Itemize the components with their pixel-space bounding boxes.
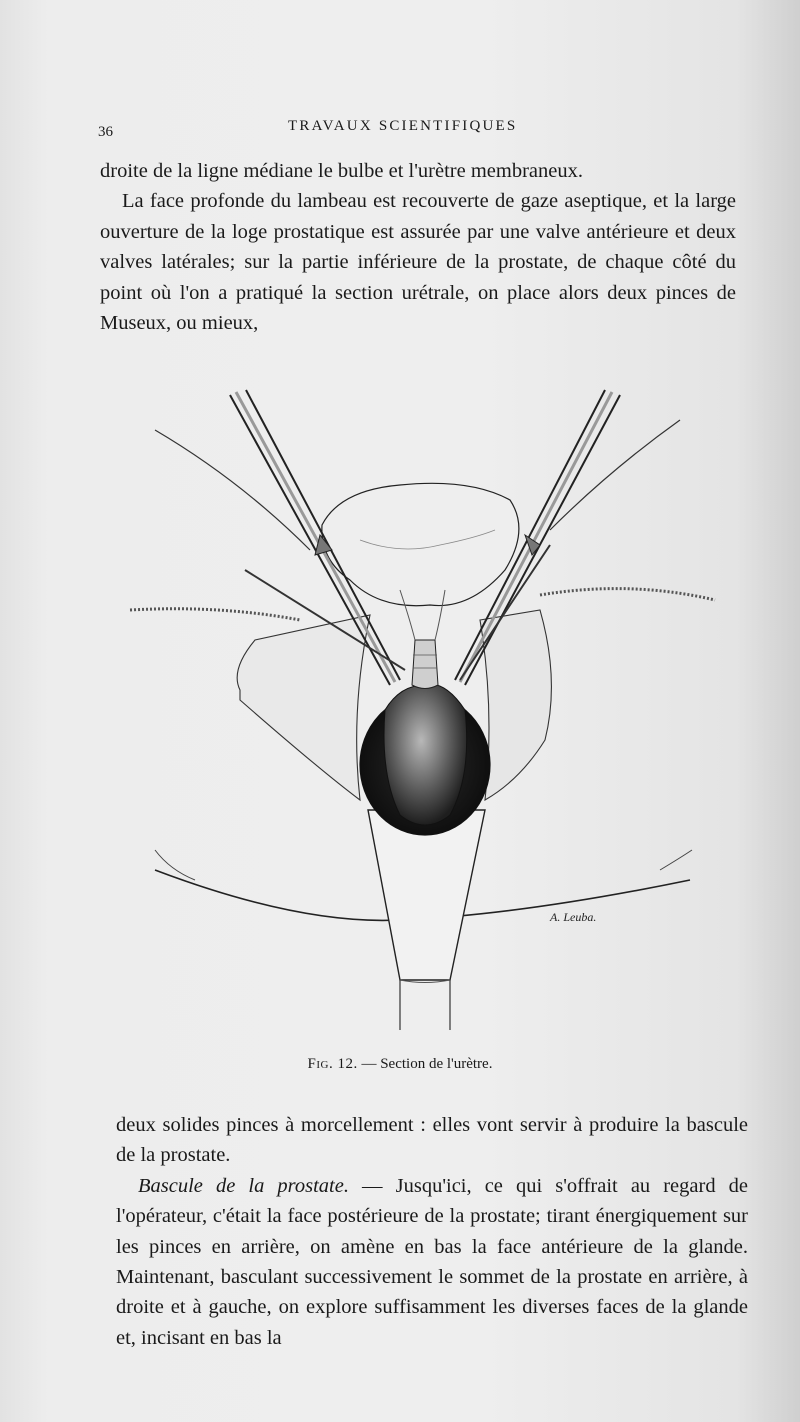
running-head: TRAVAUX SCIENTIFIQUES (288, 118, 518, 134)
artist-signature: A. Leuba. (550, 910, 597, 924)
figure-label: Fig. 12. (307, 1056, 358, 1072)
valve-handle (400, 980, 450, 1030)
figure-caption (0, 1056, 800, 1073)
page-number: 36 (98, 124, 113, 140)
left-retractor (155, 430, 310, 550)
right-thigh-line (660, 850, 692, 870)
paragraph-bascule (116, 1171, 748, 1353)
left-flap (237, 615, 370, 800)
section-heading-bascule: Bascule de la prostate. (138, 1174, 349, 1197)
text-block-bottom (116, 1110, 748, 1353)
page-header (98, 118, 738, 142)
text-block-top (100, 156, 736, 338)
paragraph-forceps: deux solides pinces à morcellement : elles vont servir à produire la bascule de la prostate. (116, 1114, 748, 1167)
surgical-illustration (100, 380, 720, 1040)
left-skin-edge (130, 609, 300, 620)
right-skin-edge (540, 589, 715, 600)
paragraph-bascule-text: — Jusqu'ici, ce qui s'offrait au regard de l'opérateur, c'était la face postérieure de la prostate; tirant énergiquement sur les pinces en arrière, on amène en bas la face antérieure de la glande. Maintenant, basculant successivement le sommet de la prostate en arrière, à droite et à gauche, on explore suffisamment les diverses faces de la glande et, incisant en bas la (116, 1174, 749, 1349)
left-thigh-line (155, 850, 195, 880)
paragraph-gauze: La face profonde du lambeau est recouverte de gaze aseptique, et la large ouverture de la loge prostatique est assurée par une valve antérieure et deux valves latérales; sur la partie inférieure de la prostate, de chaque côté du point où l'on a pratiqué la section urétrale, on place alors deux pinces de Museux, ou mieux, (100, 190, 736, 335)
illustration-drawing (100, 380, 720, 1040)
paragraph-continuation: droite de la ligne médiane le bulbe et l'urètre membraneux. (100, 160, 583, 182)
prostate (384, 684, 467, 825)
figure-caption-text: — Section de l'urètre. (361, 1056, 493, 1072)
urethra-stump (412, 640, 438, 689)
